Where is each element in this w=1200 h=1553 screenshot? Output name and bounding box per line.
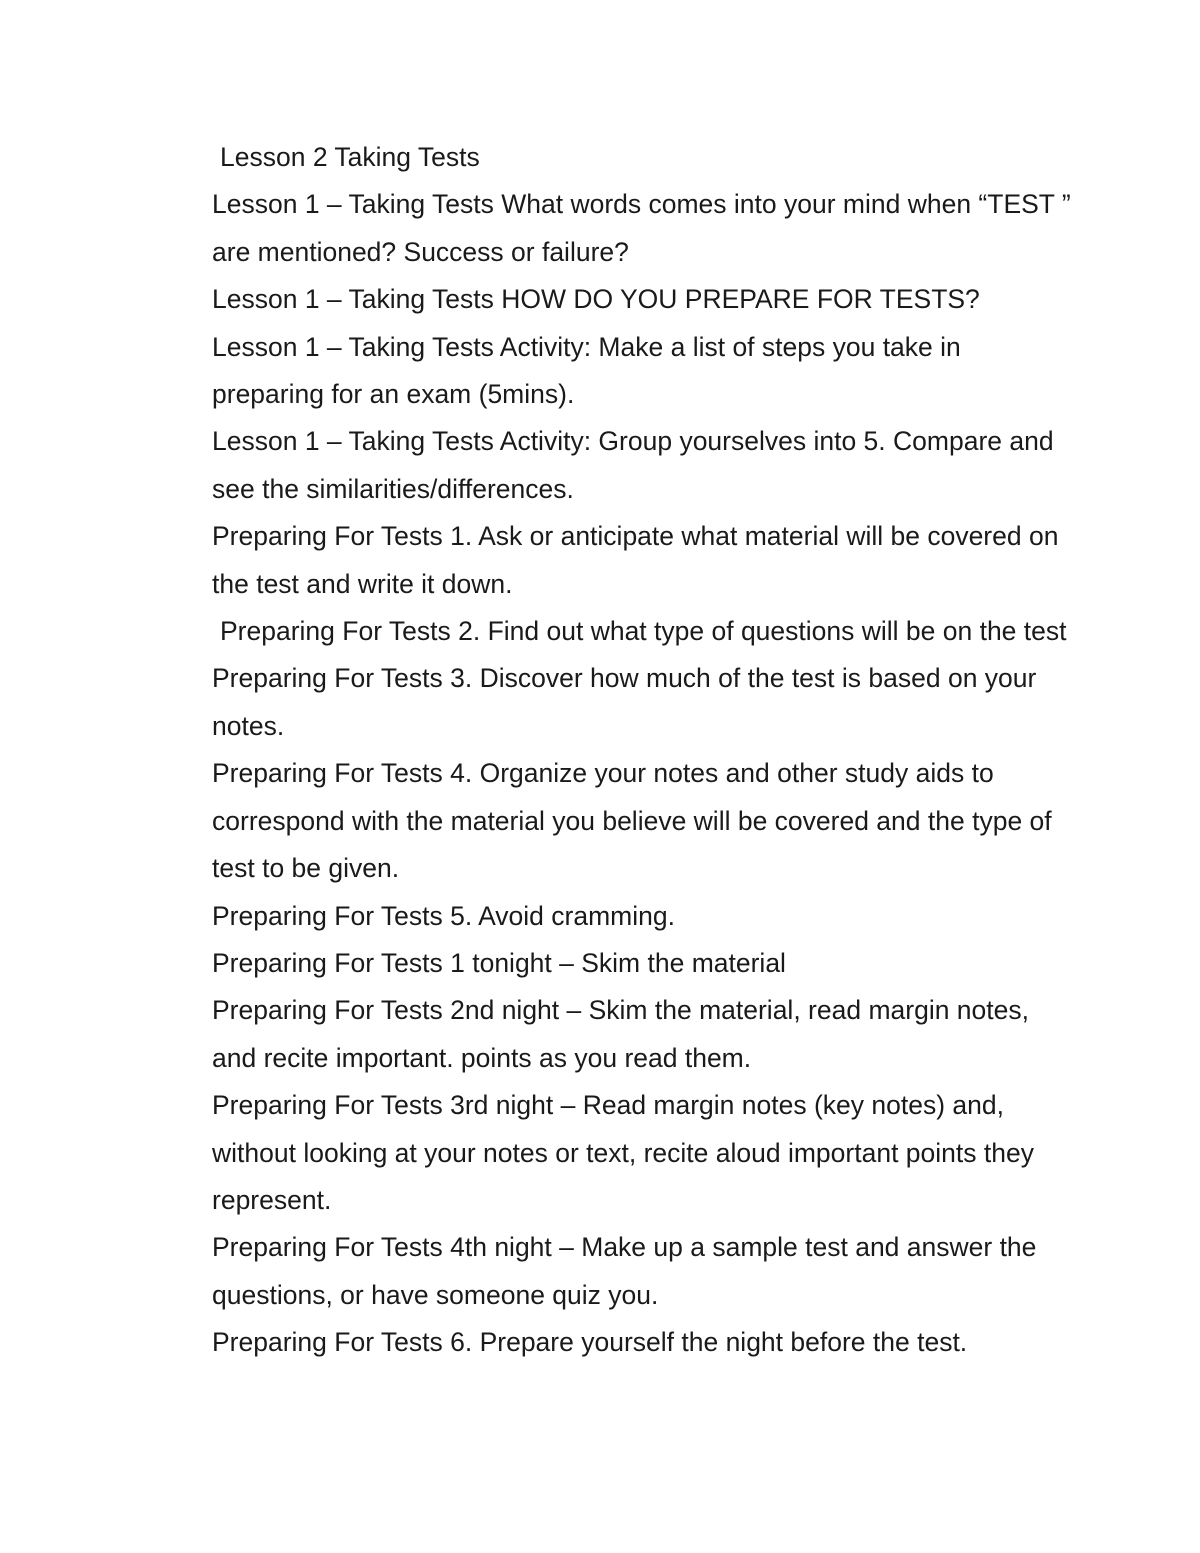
document-title: Lesson 2 Taking Tests — [220, 142, 480, 172]
paragraph: Preparing For Tests 5. Avoid cramming. — [212, 900, 675, 931]
paragraph: Preparing For Tests 3rd night – Read margin notes (key notes) and, without looking at your notes or text, recite aloud important points they represent. — [212, 1090, 1034, 1215]
paragraph: Lesson 1 – Taking Tests Activity: Group yourselves into 5. Compare and see the similarities/differences. — [212, 426, 1054, 504]
paragraph: Preparing For Tests 1 tonight – Skim the material — [212, 947, 786, 978]
paragraph: Preparing For Tests 2nd night – Skim the material, read margin notes, and recite important. points as you read them. — [212, 995, 1029, 1073]
paragraph: Preparing For Tests 2. Find out what type of questions will be on the test — [220, 616, 1067, 647]
paragraph: Lesson 1 – Taking Tests What words comes into your mind when “TEST ” are mentioned? Success or failure? — [212, 189, 1071, 267]
paragraph: Preparing For Tests 6. Prepare yourself the night before the test. — [212, 1327, 968, 1358]
paragraph: Preparing For Tests 4th night – Make up a sample test and answer the questions, or have someone quiz you. — [212, 1232, 1037, 1310]
paragraph: Preparing For Tests 4. Organize your notes and other study aids to correspond with the material you believe will be covered and the type of test to be given. — [212, 758, 1052, 884]
paragraph: Lesson 1 – Taking Tests Activity: Make a list of steps you take in preparing for an exam (5mins). — [212, 331, 961, 410]
paragraph: Preparing For Tests 3. Discover how much of the test is based on your notes. — [212, 663, 1037, 741]
document-body — [212, 134, 1072, 1367]
paragraph: Lesson 1 – Taking Tests HOW DO YOU PREPARE FOR TESTS? — [212, 284, 980, 315]
paragraph: Preparing For Tests 1. Ask or anticipate what material will be covered on the test and write it down. — [212, 521, 1059, 599]
